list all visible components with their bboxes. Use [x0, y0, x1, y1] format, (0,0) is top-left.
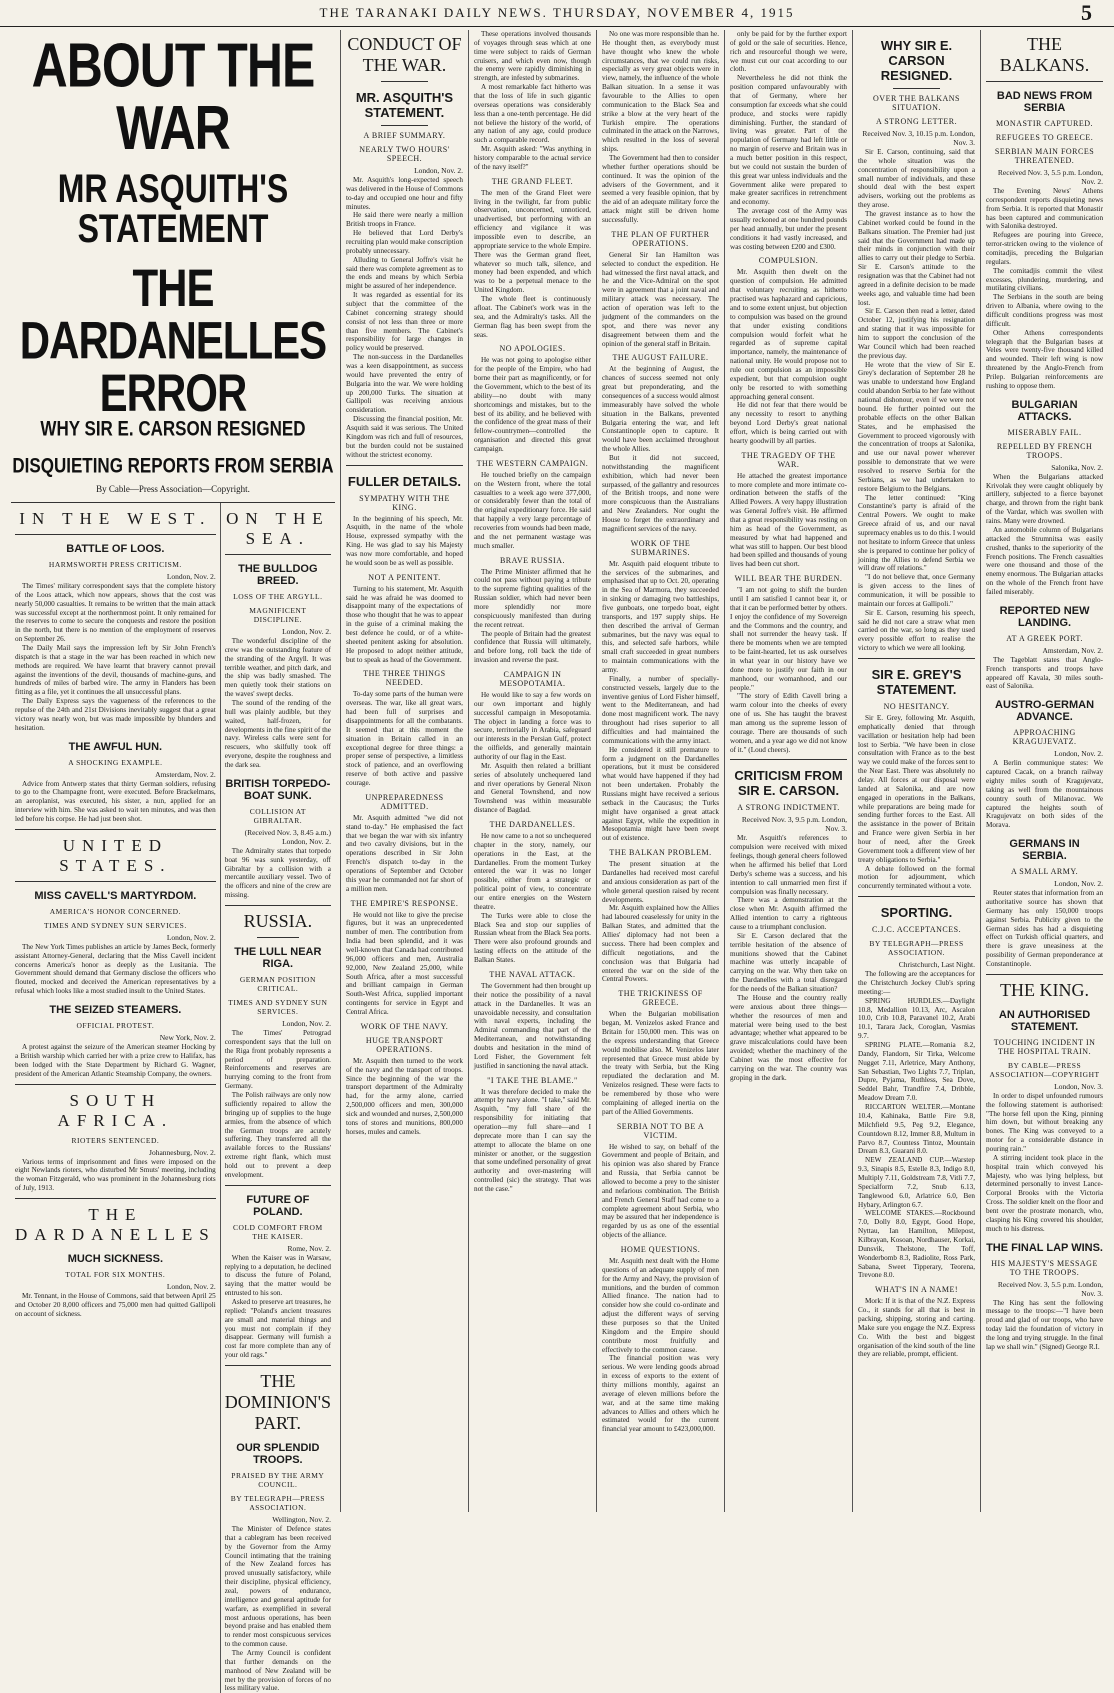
- headline-carson-resigned: WHY SIR E. CARSON RESIGNED: [40, 416, 306, 441]
- article-paragraph: He believed that Lord Derby's recruiting plan would make conscription probably unnecessary.: [345, 229, 463, 255]
- article-paragraph: NEW ZEALAND CUP.—Warstep 9.3, Sinapis 8.5, Estelle 8.3, Indigo 8.0, Multiply 7.11, Goldstream 7.8, Vitli 7.7, Specialform 7.2, Snub 6.13, Tanglewood 6.0, Arlatrice 6.0, Ben Hybary, Arlington 6.7.: [858, 1156, 976, 1209]
- article-paragraph: Refugees are pouring into Greece, terror-stricken owing to the violence of comitadjis, preceding the Bulgarian regulars.: [986, 231, 1104, 266]
- article-subheading: BRAVE RUSSIA.: [499, 555, 565, 565]
- dateline: London, Nov. 2.: [166, 1281, 216, 1291]
- article-paragraph: The Polish railways are only now sufficiently repaired to allow the bringing up of supplies to the huge armies, from the absence of which the German troops are acutely suffering. They transferred all the available forces to the Russians' extreme right flank, which must hold out to prevent a deep envelopment.: [224, 1091, 331, 1179]
- dateline: Rome, Nov. 2.: [287, 1243, 331, 1253]
- article-paragraph: Reuter states that information from an authoritative source has shown that Germany has only 150,000 troops against Serbia. Publicity given to the German sides has had a disquieting effect on Turkish official quarters, and there is grave uneasiness at the possibility of German preponderance at Constantinople.: [986, 889, 1104, 968]
- article-subheading: OVER THE BALKANS SITUATION.: [873, 94, 960, 112]
- column-2: [341, 30, 469, 1512]
- article-paragraph: The average cost of the Army was usually reckoned at one hundred pounds per head annually, but under the present conditions it had vastly increased, and was costing between £200 and £300.: [730, 207, 848, 251]
- article-paragraph: Mr. Asquith next dealt with the Home questions of an adequate supply of men for the Army and Navy, the provision of munitions, and the burden of common Allied finance. The nation had to consider how she could co-ordinate and adjust the different ways of serving these purposes so that the United Kingdom and the Empire should contribute most fruitfully and effectively to the common cause.: [601, 1256, 719, 1354]
- article-paragraph: WELCOME STAKES.—Rockbound 7.0, Dolly 8.0, Egypt, Good Hope, Nyttau, Ian Hamilton, Milepost, Kilbrayan, Kosoan, Nordhauser, Korkai, Dunsvik, Thelstone, The Toff, Wonderbomb 8.3, Radiolite, Ross Park, Sabana, Sweet Tipperary, Teorena, Trevone 8.0.: [858, 1209, 976, 1280]
- article-paragraph: Alluding to General Joffre's visit he said there was complete agreement as to the ends and means by which Serbia might be assured of her independence.: [345, 255, 463, 291]
- article-paragraph: A most remarkable fact hitherto was that the loss of life in such gigantic overseas operations was considerably less than a one-tenth percentage. He did not believe the history of the world, of any nation of any age, could produce such a comparable record.: [473, 83, 591, 145]
- article-subheading: SYMPATHY WITH THE KING.: [359, 493, 450, 512]
- article-subheading: A STRONG INDICTMENT.: [737, 803, 840, 813]
- article-paragraph: The Tageblatt states that Anglo-French transports and troops have appeared off Kavala, 30 miles south-east of Salonika.: [986, 655, 1104, 691]
- article-subheading: WORK OF THE SUBMARINES.: [630, 538, 691, 557]
- page-columns: [6, 30, 1108, 1693]
- dateline: Amsterdam, Nov. 2.: [1042, 645, 1104, 655]
- article-subheading: TOTAL FOR SIX MONTHS.: [65, 1269, 166, 1279]
- article-paragraph: The Army Council is confident that further demands on the manhood of New Zealand will be met by the provision of forces of no less military value.: [224, 1649, 331, 1693]
- article-paragraph: Mr. Asquith admitted "we did not stand to-day." He emphasised the fact that we began the war with six infantry and two cavalry divisions, but in the operations described in Sir John French's dispatch to-day in the operations of September and October this year he commanded not far short of a million men.: [345, 813, 463, 893]
- section-title-united-states: UNITED STATES.: [59, 835, 172, 875]
- article-heading: BAD NEWS FROM SERBIA: [996, 90, 1093, 114]
- article-subheading: A SMALL ARMY.: [1010, 867, 1079, 877]
- article-subheading: COLLISION AT GIBRALTAR.: [249, 806, 306, 825]
- article-paragraph: Mr. Asquith then dwelt on the question of compulsion. He admitted that voluntary recruiting as hitherto practised was haphazard and capricious, and to some extent unjust, but objection to compulsion was based on the ground that under existing conditions compulsion would forfeit what he regarded as of supreme capital importance, namely, the maintenance of national unity. He would propose not to rule out compulsion as an impossible expedient, but that compulsion ought only be resorted to with something approaching general consent.: [730, 268, 848, 401]
- divider: [15, 534, 216, 535]
- article-subheading: THE BALKAN PROBLEM.: [609, 848, 712, 858]
- article-subheading: HOME QUESTIONS.: [620, 1244, 701, 1254]
- article-paragraph: The sound of the rending of the hull was plainly audible, but they waited, half-frozen, for developments in the fine spirit of the navy. Wireless calls were sent for rescuers, who skilfully took off everyone, despite the roughness and the dark sea.: [224, 699, 331, 770]
- article-subheading: THE THREE THINGS NEEDED.: [363, 669, 446, 688]
- article-paragraph: Advice from Antwerp states that thirty German soldiers, refusing to go to the Champagne front, were executed. Before Brackelmans, an aeroplanist, was executed, his sister, a nun, applied for an interview with him. She was asked to wait ten minutes, and was then led before his corpse. He had just been shot.: [15, 779, 216, 824]
- divider: [381, 81, 428, 82]
- section-title-balkans: THE BALKANS.: [999, 34, 1090, 75]
- article-paragraph: He would like to say a few words on our own important and highly successful campaign in Mesopotamia. The object in landing a force was to secure, territorially in Arabia, safeguard our interests in the Persian Gulf, protect the oilfields, and generally maintain authority of our flag in the East.: [473, 691, 591, 762]
- subcolumn-sea: [221, 503, 335, 1693]
- dateline: London, Nov. 2.: [166, 932, 216, 942]
- article-paragraph: He would not like to give the precise figures, but it was an unprecedented number of men. The contribution from India had been splendid, and it was well-known that Canada had contributed 96,000 officers and men, Australia 92,000, New Zealand 25,000, while South Africa, after a most successful and brilliant campaign in German South-West Africa, supplied important contingents for service in Egypt and Central Africa.: [345, 910, 463, 1017]
- article-subheading: MAGNIFICENT DISCIPLINE.: [249, 606, 307, 624]
- page-number: 5: [1081, 0, 1092, 25]
- article-heading: BULGARIAN ATTACKS.: [1011, 398, 1078, 423]
- dateline: Christchurch, Last Night.: [898, 960, 976, 970]
- article-paragraph: The Admiralty states that torpedo boat 96 was sunk yesterday, off Gibraltar by a collision with a mercantile auxiliary vessel. Two of the officers and nine of the crew are missing.: [224, 846, 331, 900]
- article-paragraph: only be paid for by the further export of gold or the sale of securities. Hence, rich and resourceful though we were, we must cut our coat according to our cloth.: [730, 30, 848, 74]
- article-paragraph: Discussing the financial position, Mr. Asquith said it was serious. The United Kingdom was rich and full of resources, but the burden could not be sustained without the strictest economy.: [345, 415, 463, 459]
- section-title-conduct: CONDUCT OF THE WAR.: [347, 34, 462, 75]
- divider: [346, 465, 463, 466]
- article-paragraph: Mork: If it is that of the N.Z. Express Co., it stands for all that is best in packing, shipping, storing and carting. Make sure you engage the N.Z. Express Co. With the best and biggest organisation of the kind south of the line they are reliable, prompt, efficient.: [858, 1297, 976, 1359]
- dateline: New York, Nov. 2.: [159, 1033, 216, 1043]
- article-paragraph: When the Bulgarian mobilisation began, M. Venizelos asked France and Britain for 150,000 men. This was on the express understanding that Greece would mobilise also. M. Venizelos later represented that Greece must abide by the treaty with Serbia, but the King repudiated the declaration and M. Venizelos resigned. These were facts to be remembered by those who were complaining of alleged inertia on the part of the Allied Governments.: [601, 1010, 719, 1116]
- article-paragraph: Turning to his statement, Mr. Asquith said he was afraid he was doomed to disappoint many of the expectations of those who thought that he was to appear in the guise of a criminal making the best defence he could, or of a white-sheeted penitent asking for absolution. He proposed to adopt neither attitude, but to speak as head of the Government.: [345, 584, 463, 664]
- divider: [986, 974, 1103, 975]
- article-subheading: REPELLED BY FRENCH TROOPS.: [996, 441, 1093, 460]
- article-subheading: AMERICA'S HONOR CONCERNED.: [49, 906, 181, 916]
- column-5: [725, 30, 853, 1512]
- article-subheading: A STRONG LETTER.: [875, 117, 958, 126]
- article-subheading: APPROACHING KRAGUJEVATZ.: [1012, 728, 1077, 747]
- article-paragraph: In the beginning of his speech, Mr. Asquith, in the name of the whole House, expressed sympathy with the King. He was glad to say his Majesty was now more comfortable, and hoped he would soon be as well as possible.: [345, 514, 463, 567]
- article-subheading: C.J.C. ACCEPTANCES.: [871, 925, 962, 935]
- article-paragraph: The financial position was very serious. We were lending goods abroad in excess of exports to the extent of thirty millions monthly, against an average of eleven millions before the war, and at the same time making advances to Allies and others which he estimated would for the current financial year amount to £423,000,000.: [601, 1354, 719, 1434]
- article-paragraph: Sir E. Grey, following Mr. Asquith, emphatically denied that through vacillation or hesitation help had been lost to Serbia. "We have been in close consultation with France as to the best way we could make of the forces sent to the Near East. There was absolutely no delay. All forces at our disposal were landed at Salonika, and are now engaged in operations in the Balkans, while preparations are being made for sending further forces to the East. All the assistance in the power of Britain and France were given Serbia in her hour of need, after the Greek Government took a different view of her treaty obligations to Serbia.": [858, 713, 976, 864]
- article-subheading: OFFICIAL PROTEST.: [76, 1021, 155, 1031]
- article-subheading: THE WESTERN CAMPAIGN.: [476, 458, 589, 468]
- article-subheading: A SHOCKING EXAMPLE.: [68, 757, 163, 767]
- article-paragraph: "I am not going to shift the burden until I am satisfied I cannot bear it, or that it can be performed better by others. I enjoy the confidence of my Sovereign and the Commons and the country, and shall not surrender the heavy task. If there be moments when we are tempted to be faint-hearted, let us ask ourselves in what year in our history have we done more to justify our faith in our manhood, our womanhood, and our people.": [730, 586, 848, 692]
- subcolumn-west: [11, 503, 221, 1693]
- article-paragraph: Mr. Asquith's long-expected speech was delivered in the House of Commons to-day and occupied one hour and fifty minutes.: [345, 176, 463, 211]
- article-paragraph: It was therefore decided to make the attempt by navy alone. "I take," said Mr. Asquith, "my full share of the responsibility for initiating that operation—my full share—and I deprecate more than I can say the attempt to allocate the blame on one minister or another, or the suggestion that some undefined personality of great authority and over-mastering will controlled (sic) the strategy. That was not the case.": [473, 1087, 591, 1193]
- article-paragraph: These operations involved thousands of voyages through seas which at one time were subject to raids of German cruisers, and which even now, though the enemy were rapidly diminishing in strength, are infested by submarines.: [473, 30, 591, 83]
- article-subheading: UNPREPAREDNESS ADMITTED.: [365, 792, 444, 811]
- article-subheading: NEARLY TWO HOURS' SPEECH.: [359, 145, 450, 163]
- masthead-title: THE TARANAKI DAILY NEWS. THURSDAY, NOVEMBER 4, 1915: [319, 5, 795, 20]
- article-heading: GERMANS IN SERBIA.: [1009, 838, 1080, 863]
- article-heading: SPORTING.: [880, 905, 953, 921]
- divider: [225, 554, 331, 555]
- article-paragraph: Sir E. Carson then read a letter, dated October 12, justifying his resignation and stating that it was impossible for him to support the conclusion of the War Council which had been reached the previous day.: [858, 307, 976, 360]
- article-subheading: WHAT'S IN A NAME!: [874, 1285, 959, 1295]
- article-subheading: GERMAN POSITION CRITICAL.: [239, 975, 316, 994]
- article-paragraph: Other Athens correspondents telegraph that the Bulgarian bases at Veles were twenty-five thousand killed and wounded. Their left wing is now threatened by the Anglo-French from Prilep. Bulgarian reinforcements are rushing to oppose them.: [986, 328, 1104, 390]
- article-subheading: NO APOLOGIES.: [499, 344, 566, 354]
- dateline: Johannesburg, Nov. 2.: [149, 1147, 216, 1157]
- article-subheading: WORK OF THE NAVY.: [360, 1021, 449, 1031]
- masthead: [0, 0, 1114, 27]
- article-paragraph: Mr. Asquith's references to compulsion were received with mixed feelings, though general cheers followed when he affirmed his belief that Lord Derby's scheme was a success, and his intention to call unmarried men first if compulsion was finally necessary.: [730, 834, 848, 896]
- article-paragraph: The Government had then to consider whether further operations should be continued. It was the opinion of the advisers of the Government, and it seemed a very feasible opinion, that by the aid of an adequate military force the attack might still be driven home successfully.: [601, 154, 719, 225]
- article-paragraph: He wrote that the view of Sir E. Grey's declaration of September 28 he was unable to understand how England could abandon Serbia to her fate without national dishonour, even if we were not bound. He further pointed out the probable effects on the other Balkan States, and he emphasised the Government to proceed vigorously with the concentration of troops at Salonika, and use our naval power wherever possible to demonstrate that we were resolved to reserve Serbia for the Serbians, as we had undertaken to restore Belgium to the Belgians.: [858, 360, 976, 493]
- article-paragraph: The Government had then brought up their notice the possibility of a naval attack in the Dardanelles. It was an unavoidable necessity, and consultation with naval experts, including the Admiral commanding that part of the Mediterranean, and notwithstanding doubts and hesitation in the mind of Lord Fisher, the Government felt justified in sanctioning the naval attack.: [473, 981, 591, 1070]
- article-paragraph: The Serbians in the south are being driven to Albania, where owing to the difficult conditions progress was most difficult.: [986, 293, 1104, 328]
- headline-serbia-reports: DISQUIETING REPORTS FROM SERBIA: [12, 453, 334, 478]
- article-paragraph: To-day some parts of the human were overseas. The war, like all great wars, had been full of surprises and disappointments for all the combatants. It seemed that at this moment the situation in Britain called in an exceptional degree for three things: a proper sense of perspective, a limitless stock of patience, and an overflowing reserve of both active and passive courage.: [345, 690, 463, 787]
- article-heading: BRITISH TORPEDO-BOAT SUNK.: [225, 777, 331, 802]
- article-subheading: THE PLAN OF FURTHER OPERATIONS.: [611, 229, 710, 248]
- article-paragraph: At the beginning of August, the chances of success seemed not only great but preponderating, and the consequences of a success would almost immeasurably have solved the whole situation in the Balkans, prevented Bulgaria entering the war, and left Constantinople open to capture. It would have been acclaimed throughout the whole Allies.: [601, 365, 719, 454]
- section-title-russia: RUSSIA.: [243, 911, 313, 932]
- article-subheading: THE TRICKINESS OF GREECE.: [618, 989, 703, 1008]
- divider: [986, 81, 1103, 82]
- dateline: Amsterdam, Nov. 2.: [155, 769, 216, 779]
- dateline: London, Nov. 2.: [282, 627, 331, 636]
- article-paragraph: Mr. Asquith paid eloquent tribute to the services of the submarines, and emphasised that up to Oct. 20, operating in the Sea of Marmora, they succeeded in sinking or damaging two battleships, five gunboats, one torpedo boat, eight transports, and 197 supply ships. He then described the arrival of German submarines, but the navy was equal to this, and selected safe harbors, while small craft succeeded in great numbers to maintain communications with the army.: [601, 559, 719, 674]
- article-paragraph: Nevertheless he did not think the position compared unfavourably with that of Germany, where her consumption far exceeds what she could produce, and stocks were rapidly diminishing. Further, the standard of living was greater. Part of the population of Germany had left little or no margin of reserve and Britain was in a much better position in this respect, but we could not sustain the burden of this great war unless individuals and the Government alike were prepared to make greater sacrifices in retrenchment and economy.: [730, 74, 848, 207]
- article-heading: THE BULLDOG BREED.: [238, 563, 318, 587]
- article-heading: THE AWFUL HUN.: [68, 740, 163, 753]
- article-subheading: MONASTIR CAPTURED.: [996, 119, 1094, 128]
- dateline: London, Nov. 2.: [1054, 879, 1104, 889]
- article-subheading: A BRIEF SUMMARY.: [363, 131, 446, 140]
- article-paragraph: The Evening News' Athens correspondent reports disquieting news from Serbia. It is reported that Monastir has been captured and communication with Salonika destroyed.: [986, 187, 1104, 231]
- article-subheading: SERBIA NOT TO BE A VICTIM.: [616, 1121, 705, 1140]
- article-paragraph: He attached the greatest importance to more complete and more intimate co-ordination between the staffs of the Allied Powers. A very happy illustration was General Joffre's visit. He affirmed that a great responsibility was resting on him as head of the Government, as measured by what had happened and what was still to happen. Our best blood had been spilled and thousands of young lives had been cut short.: [730, 471, 848, 569]
- byline: BY TELEGRAPH—PRESS ASSOCIATION.: [869, 939, 964, 958]
- article-paragraph: When the Kaiser was in Warsaw, replying to a deputation, he declined to discuss the future of Poland, saying that the matter would be entrusted to his son.: [224, 1253, 331, 1298]
- article-subheading: COLD COMFORT FROM THE KAISER.: [233, 1222, 323, 1241]
- article-subheading: TOUCHING INCIDENT IN THE HOSPITAL TRAIN.: [993, 1037, 1096, 1056]
- article-paragraph: The comitadjis commit the vilest excesses, plundering, murdering, and mutilating civilians.: [986, 266, 1104, 293]
- dateline: London, Nov. 2.: [166, 572, 216, 581]
- column-1: [6, 30, 341, 1693]
- article-heading: REPORTED NEW LANDING.: [999, 604, 1090, 629]
- article-subheading: WILL BEAR THE BURDEN.: [734, 574, 843, 584]
- section-title-the-king: THE KING.: [1000, 979, 1090, 1000]
- article-paragraph: The King has sent the following message to the troops:—"I have been proud and glad of our troops, who have today laid the foundation of victory in the long and trying struggle. In the final lap we shall win." (Signed) George R.I.: [986, 1298, 1104, 1351]
- article-heading: AN AUTHORISED STATEMENT.: [998, 1008, 1091, 1033]
- article-paragraph: Sir E. Carson, continuing, said that the whole situation was the concentration of responsibility upon a small number of individuals, and these should deal with the best expert advisers, working out the problems as they arose.: [858, 148, 976, 210]
- divider: [381, 125, 428, 126]
- article-paragraph: The Turks were able to close the Black Sea and stop our supplies of Russian wheat from the Black Sea ports. There were also profound grounds and lasting effects on the attitude of the Balkan States.: [473, 911, 591, 965]
- dateline: Received Nov. 3, 9.5 p.m. London, Nov. 3.: [741, 815, 848, 834]
- article-paragraph: A stirring incident took place in the hospital train which conveyed his Majesty, who was lying helpless, but determined personally to invest Lance-Corporal Brooks with the Victoria Cross. The soldier knelt on the floor and bent over the prostrate monarch, who, clasping his King covered his shoulder, much to his distress.: [986, 1153, 1104, 1233]
- article-paragraph: He wished to say, on behalf of the Government and people of Britain, and his opinion was also shared by France and Russia, that Serbia cannot be allowed to become a prey to the sinister and nefarious combination. The British and French General Staff had come to a complete agreement about Serbia, who may be assured that her independence is regarded by us as one of the essential objects of the alliance.: [601, 1142, 719, 1240]
- article-subheading: TIMES AND SYDNEY SUN SERVICES.: [44, 920, 187, 930]
- dateline: London, Nov. 2.: [414, 166, 463, 175]
- article-subheading: AT A GREEK PORT.: [1006, 633, 1083, 643]
- section-title-west: IN THE WEST.: [19, 509, 212, 528]
- dateline: Salonika, Nov. 2.: [1051, 462, 1104, 472]
- article-subheading: THE TRAGEDY OF THE WAR.: [741, 450, 836, 469]
- divider: [225, 1185, 331, 1186]
- article-heading: WHY SIR E. CARSON RESIGNED.: [880, 38, 953, 83]
- divider: [858, 658, 975, 659]
- divider: [257, 937, 300, 938]
- article-heading: SIR E. GREY'S STATEMENT.: [871, 666, 962, 697]
- article-paragraph: Various terms of imprisonment and fines were imposed on the eight Newlands rioters, who disturbed Mr Smuts' meeting, including the woman Fitzgerald, who was prominent in the Johannesburg riots of July, 1913.: [15, 1157, 216, 1193]
- article-subheading: COMPULSION.: [758, 256, 819, 266]
- article-subheading: PRAISED BY THE ARMY COUNCIL.: [231, 1470, 325, 1489]
- article-paragraph: The New York Times publishes an article by James Beck, formerly assistant Attorney-General, declaring that the Miss Cavell incident concerns America's honor as deeply as the Lusitania. The Government should demand that Germany disclose the officers who flouted, mocked and deceived the American representatives by a refusal which looks like a most studied insult to the United States.: [15, 942, 216, 996]
- dateline: Received Nov. 3, 5.5 p.m. London, Nov. 2.: [997, 168, 1104, 186]
- article-paragraph: He said there were nearly a million British troops in France.: [345, 211, 463, 229]
- section-title-sea: ON THE SEA.: [226, 509, 330, 548]
- subcolumns: [11, 502, 335, 1693]
- section-title-south-africa: SOUTH AFRICA.: [57, 1090, 174, 1130]
- divider: [15, 1198, 216, 1199]
- article-subheading: THE NAVAL ATTACK.: [489, 969, 576, 979]
- dateline: London, Nov. 3.: [1054, 1081, 1104, 1091]
- article-subheading: TIMES AND SYDNEY SUN SERVICES.: [228, 998, 328, 1017]
- dateline: London, Nov. 2.: [1054, 749, 1104, 759]
- article-subheading: THE DARDANELLES.: [489, 820, 576, 830]
- article-subheading: NO HESITANCY.: [883, 701, 950, 711]
- article-paragraph: No one was more responsible than he. He thought then, as everybody must have thought who knew the whole circumstances, that we could run risks, especially as very great objects were in view, namely, the influence of the whole Balkan situation. In a sense it was favourable to the Allies to open communication to the Black Sea and strike a blow at the very heart of the Turkish empire. The operations culminated in the attack on the Narrows, which resulted in the loss of several ships.: [601, 30, 719, 154]
- article-paragraph: An automobile column of Bulgarians attacked the Strumnitsa was easily crushed, thanks to the superiority of the French positions. The French casualties were one thousand and those of the enemy enormous. The Bulgarian attacks on the whole of the French front have failed miserably.: [986, 525, 1104, 596]
- article-paragraph: The House and the country really were anxious about three things—whether the resources of men and material were being used to the best advantage; whether what appeared to be grave miscalculations could have been avoided; whether the machinery of the Cabinet was the most effective for carrying on the war. The country was groping in the dark.: [730, 993, 848, 1082]
- article-heading: OUR SPLENDID TROOPS.: [236, 1441, 320, 1466]
- dateline: Wellington, Nov. 2.: [272, 1514, 331, 1524]
- article-paragraph: Asked to preserve art treasures, he replied: "Poland's ancient treasures are small and material things and you must not complain if they disappear. Germany will furnish a cost far more complete than any of your old rags.": [224, 1297, 331, 1360]
- article-paragraph: The letter continued: "King Constantine's party is afraid of the Central Powers. We ought to make Greece afraid of us, and our naval supremacy enables us to do this. I would not hesitate to inform Greece that unless she is prepared to continue her policy of joining the Allies to defend Serbia we will draw off relations.": [858, 493, 976, 573]
- article-paragraph: In order to dispel unfounded rumours the following statement is authorised: "The horse fell upon the King, pinning him down, but without breaking any bones. The King was conveyed to a motor for a considerable distance in pouring rain.": [986, 1091, 1104, 1153]
- article-subheading: "I TAKE THE BLAME.": [487, 1075, 578, 1085]
- divider: [730, 759, 847, 760]
- article-paragraph: The Times' Petrograd correspondent says that the lull on the Riga front probably represents a period of preparation. Reinforcements and reserves are hurrying coming to the front from Germany.: [224, 1029, 331, 1091]
- article-heading: MR. ASQUITH'S STATEMENT.: [355, 90, 454, 120]
- article-paragraph: Mr. Tennant, in the House of Commons, said that between April 25 and October 20 8,000 officers and 75,000 men had quitted Gallipoli on account of sickness.: [15, 1291, 216, 1318]
- article-paragraph: The following are the acceptances for the Christchurch Jockey Club's spring meeting:—: [858, 970, 976, 996]
- article-paragraph: Mr. Asquith then turned to the work of the navy and the transport of troops. Since the beginning of the war the transport department of the Admiralty had, for the army alone, carried 2,500,000 officers and men, 300,000 sick and wounded and nurses, 2,500,000 tons of stores and munitions, 800,000 horses, mules and camels.: [345, 1056, 463, 1136]
- article-heading: FULLER DETAILS.: [347, 473, 462, 489]
- article-paragraph: The men of the Grand Fleet were living in the twilight, far from public observation, unconcerned, unnoticed, unadvertised, but performing with an efficiency and vigilance it was impossible even to describe, an appropriate service to the whole Empire. There was the German grand fleet, whatever so much talk, silence, and money had been expended, and which was to be a perpetual menace to the United Kingdom.: [473, 188, 591, 295]
- article-paragraph: General Sir Ian Hamilton was selected to conduct the expedition. He had witnessed the first naval attack, and he and the Vice-Admiral on the spot were in agreement that a joint naval and military attack was necessary. The action of operation was left to the judgment of the commanders on the spot, and there was never any disagreement between them and the opinion of the general staff in Britain.: [601, 250, 719, 348]
- article-subheading: LOSS OF THE ARGYLL.: [233, 592, 323, 601]
- article-subheading: THE AUGUST FAILURE.: [612, 353, 709, 363]
- article-paragraph: "I do not believe that, once Germany is given access to the lines of communication, it will be possible to maintain our forces at Gallipoli.": [858, 573, 976, 608]
- article-paragraph: He touched briefly on the campaign on the Western front, where the total casualties to a week ago were 377,000, or considerably fewer than the total of the original expeditionary force. He said that happily a very large percentage of recoveries from wounds had been made, and the net permanent wastage was much smaller.: [473, 470, 591, 550]
- article-paragraph: He considered it still premature to form a judgment on the Dardanelles operations, but it must be considered what would have happened if they had not been undertaken. Probably the Russians might have received a serious setback in the Caucasus; the Turks might have organised a great attack against Egypt, while the expedition in Mesopotamia might have been swept out of existence.: [601, 745, 719, 843]
- article-paragraph: The Daily Mail says the impression left by Sir John French's dispatch is that a stage in the war has been reached in which new methods are required. We have learnt that bravery cannot prevail against the inventions of the devil, thousands of machine-guns, and hundreds of miles of barbed wire. The army in Flanders has been fitting as a file, yet it continues the all unsuccessful plans.: [15, 644, 216, 697]
- article-paragraph: The present situation at the Dardanelles had received most careful and anxious consideration as part of the whole general question raised by recent developments.: [601, 860, 719, 904]
- divider: [858, 896, 975, 897]
- article-paragraph: Sir E. Carson, resuming his speech, said he did not care a straw what men carried on the war, so long as they used every possible effort to realise the victory to which we were all looking.: [858, 608, 976, 653]
- article-heading: AUSTRO-GERMAN ADVANCE.: [995, 699, 1095, 724]
- article-heading: BATTLE OF LOOS.: [66, 543, 165, 555]
- article-paragraph: The Prime Minister affirmed that he could not pass without paying a tribute to the supreme fighting qualities of the Russian soldier, which had never been more splendidly nor more conspicuously manifested than during the recent retreat.: [473, 567, 591, 629]
- article-paragraph: A Berlin communique states: We captured Cacak, on a branch railway eighty miles south of Kragujevatz, taking as well from the mountainous country south of Milanovac. We captured the heights south of Kragujevatz on both sides of the Morava.: [986, 759, 1104, 830]
- column-3: [469, 30, 597, 1512]
- article-heading: THE LULL NEAR RIGA.: [234, 946, 322, 971]
- article-subheading: HUGE TRANSPORT OPERATIONS.: [365, 1035, 444, 1054]
- article-paragraph: The Times' military correspondent says that the complete history of the Loos attack, which now appears, shows that the cost was nearly 50,000 casualties. It remains to be written that the main attack was successful except at the northernmost point. It only remained for the reserves to come to secure the conquests and restore the position in the north, but there is no mention of the employment of reserves on September 26.: [15, 582, 216, 644]
- article-paragraph: Finally, a number of specially-constructed vessels, largely due to the inventive genius of Lord Fisher himself, went to the Mediterranean, and had done most magnificent work. The navy throughout had rises superior to all difficulties and had maintained the communications with the army intact.: [601, 674, 719, 745]
- divider: [15, 881, 216, 882]
- article-heading: FUTURE OF POLAND.: [246, 1193, 310, 1218]
- headline-about-the-war: ABOUT THE WAR: [31, 30, 315, 163]
- article-paragraph: The people of Britain had the greatest confidence that Russia will ultimately, and before long, roll back the tide of invasion and reverse the past.: [473, 629, 591, 665]
- divider: [15, 829, 216, 830]
- article-paragraph: But it did not succeed, notwithstanding the magnificent exhibition, which had never been surpassed, of the gallantry and resources of the British troops, and none were more conspicuous than the Australians and New Zealanders. Nor ought the House to forget the extraordinary and magnificent services of the navy.: [601, 453, 719, 533]
- dateline: Received Nov. 3, 5.5 p.m. London, Nov. 3.: [997, 1279, 1104, 1298]
- divider: [893, 88, 940, 89]
- headline-dardanelles-error: THE DARDANELLES ERROR: [19, 258, 327, 422]
- article-heading: THE FINAL LAP WINS.: [986, 1241, 1103, 1254]
- article-subheading: REFUGEES TO GREECE.: [995, 133, 1094, 142]
- article-subheading: SERBIAN MAIN FORCES THREATENED.: [994, 147, 1095, 165]
- section-title-dominion: THE DOMINION'S PART.: [224, 1370, 331, 1433]
- article-paragraph: The wonderful discipline of the crew was the outstanding feature of the stranding of the Argyll. It was terrible weather, and pitch dark, and the ship was badly smashed. The men quietly took their stations on the waves' swept decks.: [224, 637, 331, 699]
- article-paragraph: It was regarded as essential for its subject that the committee of the Cabinet concerning strategy should consist of not less than three or more than five members. The Cabinet's responsibility for large changes in policy would be preserved.: [345, 291, 463, 353]
- article-subheading: CAMPAIGN IN MESOPOTAMIA.: [499, 670, 566, 688]
- article-paragraph: When the Bulgarians attacked Krivolak they were caught obliquely by artillery, subjected to a fierce bayonet charge, and thrown from the right bank of the Vardar, which was swollen with rains. Many were drowned.: [986, 472, 1104, 526]
- article-subheading: RIOTERS SENTENCED.: [71, 1135, 160, 1145]
- byline: BY TELEGRAPH—PRESS ASSOCIATION.: [230, 1493, 325, 1512]
- article-subheading: HIS MAJESTY'S MESSAGE TO THE TROOPS.: [991, 1258, 1098, 1277]
- column-4: [597, 30, 725, 1512]
- section-title-dardanelles: THE DARDANELLES: [15, 1204, 216, 1244]
- divider: [225, 1365, 331, 1366]
- article-paragraph: The non-success in the Dardanelles was a keen disappointment, as success would have prevented the entry of Bulgaria into the war. We were holding up 200,000 Turks. The situation at Gallipoli was receiving anxious consideration.: [345, 353, 463, 415]
- article-paragraph: Mr. Asquith then related a brilliant series of absolutely unchequered land and river operations by General Nixon and General Townshend, and now Townshend was within measurable distance of Bagdad.: [473, 761, 591, 815]
- article-paragraph: "The story of Edith Cavell bring a warm colour into the cheeks of every one of us. She has taught the bravest man among us the supreme lesson of courage. There are thousands of such women, and a year ago we did not know of it." (Loud cheers).: [730, 692, 848, 754]
- column-7: [981, 30, 1108, 1512]
- headline-asquith-statement: MR ASQUITH'S STATEMENT: [57, 165, 289, 251]
- article-heading: THE SEIZED STEAMERS.: [49, 1004, 182, 1017]
- article-paragraph: He now came to a not so unchequered chapter in the story, namely, our operations in the East, at the Dardanelles. From the moment Turkey entered the war it was no longer possible, either from a strategic or political point of view, to concentrate our entire energies on the Western theatre.: [473, 832, 591, 911]
- article-paragraph: Mr. Asquith asked: "Was anything in history comparable to the actual service of the navy itself?": [473, 145, 591, 171]
- article-heading: CRITICISM FROM SIR E. CARSON.: [734, 768, 843, 799]
- divider: [15, 1084, 216, 1085]
- article-heading: MUCH SICKNESS.: [67, 1252, 164, 1265]
- article-paragraph: The whole fleet is continuously afloat. The Cabinet's work was in the sea, and the Admiralty's tasks. All the German flag has been swept from the seas.: [473, 295, 591, 339]
- article-paragraph: SPRING PLATE.—Romania 8.2, Dandy, Flandorn, Sir Tirka, Welcome Nugget 7.11, Arletrice, Mary Anthony, San Sebastian, Two Lights 7.7, Triplan, Dupre, Pyjama, Ruthless, Sea Dove, Seddel Bahr, Trandfire 7.4, Dribble, Meadow Dream 7.0.: [858, 1041, 976, 1103]
- article-paragraph: The Minister of Defence states that a cablegram has been received by the Governor from the Army Council intimating that the training of the New Zealand forces has proved unusually satisfactory, while their discipline, physical efficiency, zeal, powers of endurance, intelligence and general aptitude for warfare, as exemplified in several most arduous operations, has been beyond praise and has enabled them to render most conspicuous services to the common cause.: [224, 1524, 331, 1649]
- dateline: (Received Nov. 3, 8.45 a.m.) London, Nov. 2.: [244, 827, 331, 846]
- divider: [225, 905, 331, 906]
- byline: BY CABLE—PRESS ASSOCIATION—COPYRIGHT: [989, 1060, 1100, 1079]
- article-subheading: MISERABLY FAIL.: [1007, 427, 1082, 437]
- byline: By Cable—Press Association—Copyright.: [96, 484, 250, 494]
- article-paragraph: A debate followed on the formal motion for adjournment, which concurrently terminated without a vote.: [858, 864, 976, 891]
- article-subheading: THE EMPIRE'S RESPONSE.: [350, 898, 459, 908]
- article-paragraph: The gravest instance as to how the Cabinet worked could be found in the Balkans situation. The Premier had just said that the Government had made up their minds in conjunction with their allies to carry out their pledge to Serbia. Sir E. Carson's attitude to the resignation was that the Cabinet had not agreed in a definite decision to be made weeks ago, and valuable time had been lost.: [858, 210, 976, 307]
- article-paragraph: The Daily Express says the vagueness of the references to the repulse of the 24th and 21st Divisions inevitably suggest that a great victory was nearly won, but was made impossible by blunders and hesitation.: [15, 697, 216, 732]
- article-paragraph: A protest against the seizure of the American steamer Hocking by a British warship which carried her with a prize crew to Halifax, has been lodged with the State Department by Richard G. Wagner, president of the American Atlantic Steamship Company, the owners.: [15, 1043, 216, 1078]
- column-6: [853, 30, 981, 1512]
- article-paragraph: He was not going to apologise either for the people of the Empire, who had borne their part as magnificently, or for the Government, which to the best of its ability—no doubt with many shortcomings and mistakes, but to the best of its ability, and he believed with the confidence of the great mass of their fellow-countrymen—controlled the organisation and directed this great campaign.: [473, 356, 591, 453]
- article-paragraph: There was a demonstration at the close when Mr. Asquith affirmed the Allied intention to carry a righteous cause to a triumphant conclusion.: [730, 896, 848, 932]
- article-subheading: HARMSWORTH PRESS CRITICISM.: [48, 560, 182, 569]
- article-paragraph: He did not fear that there would be any necessity to resort to anything beyond Lord Derby's great national effort, which is being carried out with hearty goodwill by all parties.: [730, 401, 848, 445]
- article-paragraph: Mr. Asquith explained how the Allies had laboured ceaselessly for unity in the Balkan States, and admitted that the Allies' diplomacy had not been a success. There had been complex and difficult negotiations, and the conclusion was that Bulgaria had entered the war on the side of the Central Powers.: [601, 904, 719, 984]
- article-paragraph: Sir E. Carson declared that the terrible hesitation of the absence of munitions showed that the Cabinet machine was utterly incapable of carrying on the war. Why then take on the Dardanelles with a total disregard for the needs of the Balkan situation?: [730, 931, 848, 994]
- dateline: London, Nov. 2.: [282, 1019, 331, 1029]
- article-subheading: THE GRAND FLEET.: [491, 176, 574, 186]
- article-heading: MISS CAVELL'S MARTYRDOM.: [34, 889, 197, 902]
- article-subheading: NOT A PENITENT.: [368, 572, 441, 582]
- article-paragraph: SPRING HURDLES.—Daylight 10.8, Medallion 10.13, Arc, Ascalon 10.0, Crib 10.8, Paravanel 10.2, Arabi 10.1, Tarara Jack, Coroglan, Vasmias 9.7.: [858, 996, 976, 1041]
- dateline: Received Nov. 3, 10.15 p.m. London, Nov. 3.: [862, 129, 976, 147]
- article-paragraph: RICCARTON WELTER.—Montane 10.4, Kahinaka, Battle Fire 9.8, Milchfield 9.5, Peg 9.2, Elegance, Countdown 8.12, Immer 8.8, Multum in Parvo 8.7, Countess Tintoz, Mountain Dream 8.3, Guarani 8.0.: [858, 1103, 976, 1156]
